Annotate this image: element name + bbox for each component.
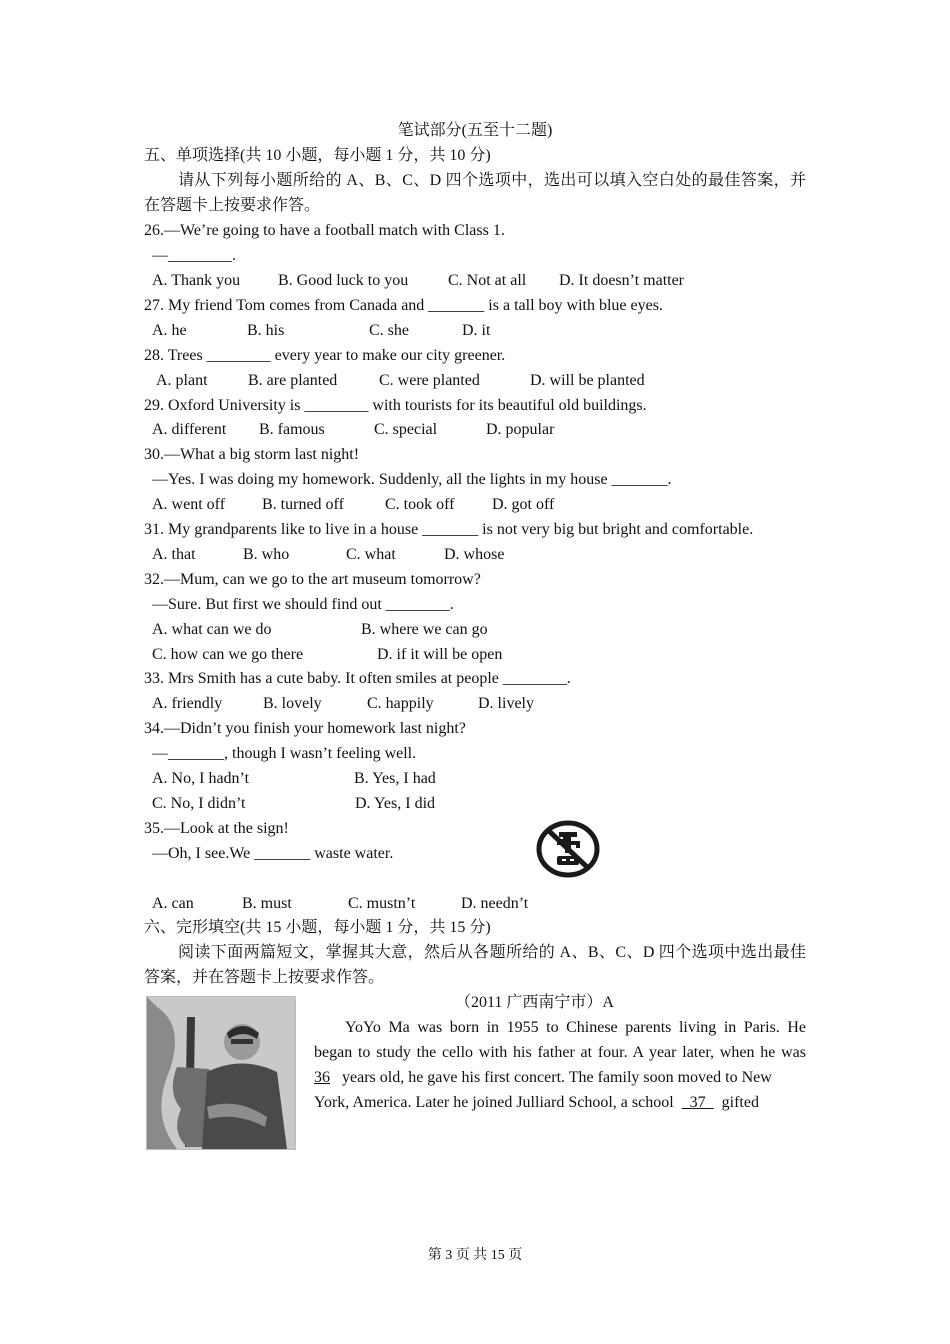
- question-26-response: —________.: [152, 247, 236, 264]
- section-6-heading: 六、完形填空(共 15 小题，每小题 1 分，共 15 分): [144, 919, 491, 936]
- question-34-option-a: A. No, I hadn’t: [152, 770, 250, 787]
- question-29-stem: 29. Oxford University is ________ with tourists for its beautiful old buildings.: [144, 397, 647, 414]
- question-31-option-b: B. who: [243, 546, 290, 563]
- question-26-option-d: D. It doesn’t matter: [559, 272, 685, 289]
- question-26-option-b: B. Good luck to you: [278, 272, 409, 289]
- question-28-option-c: C. were planted: [379, 372, 480, 389]
- question-33-stem: 33. Mrs Smith has a cute baby. It often smiles at people ________.: [144, 670, 571, 687]
- question-33-option-b: B. lovely: [263, 695, 322, 712]
- question-33-option-a: A. friendly: [152, 695, 223, 712]
- question-35-stem: 35.—Look at the sign!: [144, 820, 289, 837]
- question-26-stem: 26.—We’re going to have a football match with Class 1.: [144, 222, 505, 239]
- page-title: 笔试部分(五至十二题): [397, 122, 553, 139]
- question-35-option-d: D. needn’t: [461, 895, 529, 912]
- question-35-option-b: B. must: [242, 895, 292, 912]
- passage-line-1: YoYo Ma was born in 1955 to Chinese parents living in Paris. He: [345, 1019, 806, 1036]
- section-6-instruction-cont: 答案，并在答题卡上按要求作答。: [144, 969, 385, 986]
- question-32-option-b: B. where we can go: [361, 621, 488, 638]
- question-27-option-d: D. it: [462, 322, 491, 339]
- question-35-response: —Oh, I see.We _______ waste water.: [152, 845, 394, 862]
- question-32-stem: 32.—Mum, can we go to the art museum tomorrow?: [144, 571, 481, 588]
- question-27-stem: 27. My friend Tom comes from Canada and _______ is a tall boy with blue eyes.: [144, 297, 663, 314]
- question-33-option-d: D. lively: [478, 695, 534, 712]
- passage-line-4: [314, 1093, 806, 1113]
- question-34-option-b: B. Yes, I had: [354, 770, 436, 787]
- question-32-response: —Sure. But first we should find out ________.: [152, 596, 454, 613]
- question-27-option-a: A. he: [152, 322, 187, 339]
- question-26-option-a: A. Thank you: [152, 272, 241, 289]
- question-32-option-d: D. if it will be open: [377, 646, 503, 663]
- question-32-option-a: A. what can we do: [152, 621, 272, 638]
- question-35-option-a: A. can: [152, 895, 194, 912]
- question-33-option-c: C. happily: [367, 695, 434, 712]
- blank-36: 36: [314, 1069, 330, 1086]
- question-30-option-a: A. went off: [152, 496, 226, 513]
- no-water-waste-sign-icon: [535, 818, 601, 880]
- question-34-response: —_______, though I wasn’t feeling well.: [152, 745, 417, 762]
- question-30-option-b: B. turned off: [262, 496, 344, 513]
- question-29-option-a: A. different: [152, 421, 227, 438]
- question-31-option-d: D. whose: [444, 546, 505, 563]
- passage-title: （2011 广西南宁市）A: [455, 994, 614, 1011]
- passage-line-3: [314, 1068, 806, 1088]
- question-31-option-c: C. what: [346, 546, 396, 563]
- passage-line-2: began to study the cello with his father at four. A year later, when he was: [314, 1044, 806, 1061]
- section-5-instruction-cont: 在答题卡上按要求作答。: [144, 197, 321, 214]
- question-27-option-c: C. she: [369, 322, 409, 339]
- question-31-option-a: A. that: [152, 546, 196, 563]
- section-5-heading: 五、单项选择(共 10 小题，每小题 1 分，共 10 分): [144, 147, 491, 164]
- question-28-option-a: A. plant: [156, 372, 208, 389]
- page-number: 第 3 页 共 15 页: [427, 1248, 523, 1263]
- question-30-option-d: D. got off: [492, 496, 555, 513]
- question-29-option-c: C. special: [374, 421, 438, 438]
- question-28-option-b: B. are planted: [248, 372, 338, 389]
- question-27-option-b: B. his: [247, 322, 285, 339]
- question-28-option-d: D. will be planted: [530, 372, 645, 389]
- question-34-stem: 34.—Didn’t you finish your homework last night?: [144, 720, 466, 737]
- section-5-instruction: 请从下列每小题所给的 A、B、C、D 四个选项中，选出可以填入空白处的最佳答案，并: [178, 172, 806, 189]
- passage-line-4-text: York, America. Later he joined Julliard School, a school: [314, 1094, 674, 1111]
- question-28-stem: 28. Trees ________ every year to make our city greener.: [144, 347, 506, 364]
- yoyo-ma-photo: [146, 996, 296, 1150]
- question-30-option-c: C. took off: [385, 496, 455, 513]
- question-30-response: —Yes. I was doing my homework. Suddenly, all the lights in my house _______.: [152, 471, 672, 488]
- question-34-option-c: C. No, I didn’t: [152, 795, 246, 812]
- passage-line-3-text: years old, he gave his first concert. The family soon moved to New: [342, 1069, 772, 1086]
- question-30-stem: 30.—What a big storm last night!: [144, 446, 360, 463]
- passage-line-4-end: gifted: [721, 1094, 759, 1111]
- question-31-stem: 31. My grandparents like to live in a house _______ is not very big but bright and comfortable.: [144, 521, 754, 538]
- question-35-option-c: C. mustn’t: [348, 895, 416, 912]
- question-34-option-d: D. Yes, I did: [355, 795, 436, 812]
- question-29-option-d: D. popular: [486, 421, 555, 438]
- question-32-option-c: C. how can we go there: [152, 646, 304, 663]
- section-6-instruction: 阅读下面两篇短文，掌握其大意，然后从各题所给的 A、B、C、D 四个选项中选出最佳: [178, 944, 806, 961]
- question-26-option-c: C. Not at all: [448, 272, 527, 289]
- blank-37: 37: [689, 1094, 706, 1111]
- question-29-option-b: B. famous: [259, 421, 325, 438]
